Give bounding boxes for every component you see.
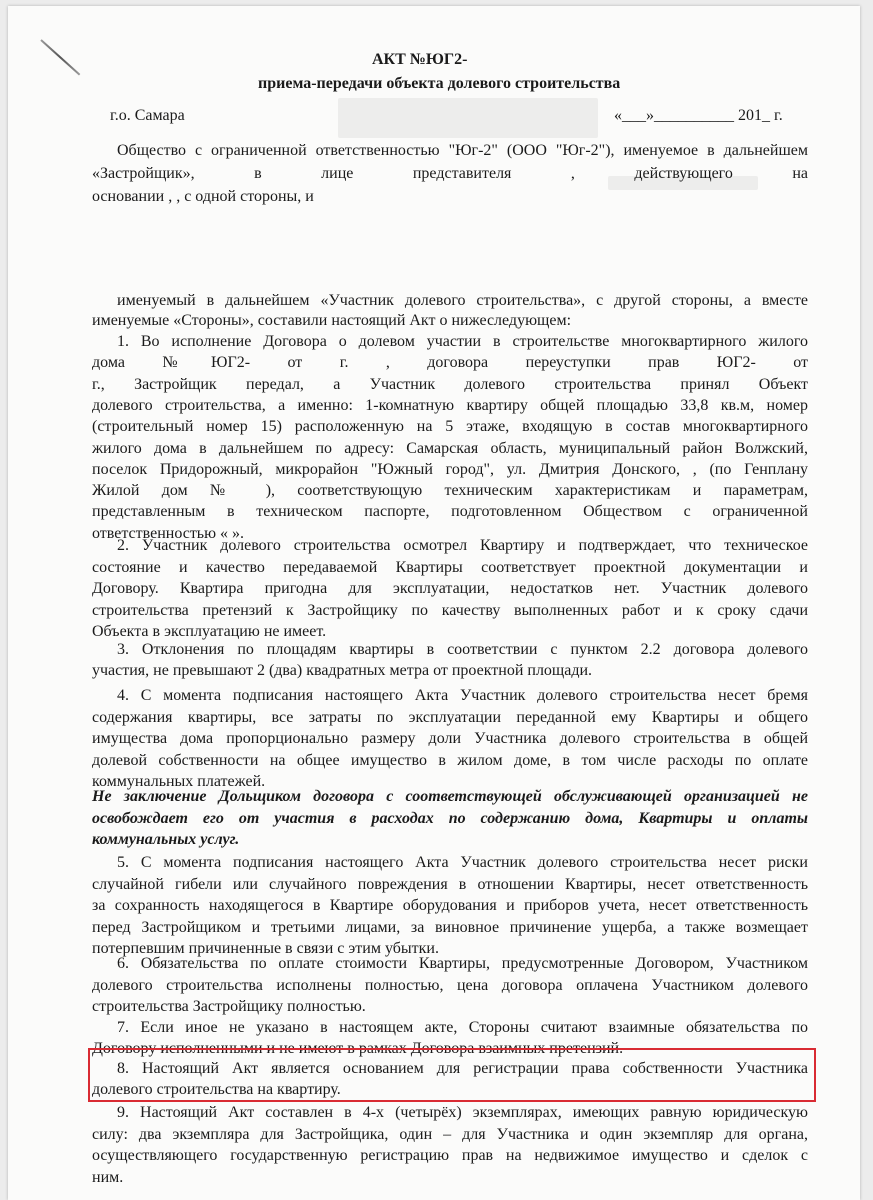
clause-9-line: ним. — [92, 1168, 124, 1186]
clause-2-line: строительства претензий к Застройщику по качеству выполненных работ и к сроку сдачи — [92, 601, 808, 619]
clause-1-line: представленным в техническом паспорте, подготовленном Обществом с ограниченной — [92, 503, 808, 521]
note-paragraph-line: коммунальных услуг. — [92, 831, 240, 848]
note-paragraph-line: освобождает его от участия в расходах по содержанию дома, Квартиры и оплаты — [92, 809, 808, 827]
clause-1-line: долевого строительства, а именно: 1-комнатную квартиру общей площадью 33,8 кв.м, номер — [92, 396, 808, 414]
clause-8-line: долевого строительства на квартиру. — [92, 1081, 341, 1098]
clause-2-line: Объекта в эксплуатацию не имеет. — [92, 623, 327, 640]
party-paragraph-line: именуемые «Стороны», составили настоящий Акт о нижеследующем: — [92, 312, 572, 329]
party-paragraph-line: именуемый в дальнейшем «Участник долевого строительства», с другой стороны, а вместе — [117, 292, 808, 309]
clause-7-line: 7. Если иное не указано в настоящем акте, Стороны считают взаимные обязательства по — [117, 1019, 808, 1036]
clause-1-line: дома №ЮГ2- от г. , договора переуступки прав ЮГ2- от — [92, 354, 808, 372]
clause-5-line: потерпевшим причиненные в связи с этим убытки. — [92, 940, 439, 957]
clause-5-line: случайной гибели или случайного повреждения в отношении Квартиры, несет ответственность — [92, 875, 808, 893]
clause-2-line: Договору. Квартира пригодна для эксплуатации, недостатков нет. Участник долевого — [92, 580, 808, 597]
highlight-box-clause-8 — [88, 1048, 816, 1102]
clause-7-line: Договору исполненными и не имеют в рамках Договора взаимных претензий. — [92, 1040, 624, 1057]
clause-9-line: осуществляющего государственную регистрацию прав на недвижимое имущество и сделок с — [92, 1147, 808, 1164]
intro-paragraph-line: основании , , с одной стороны, и — [92, 188, 314, 205]
clause-5-line: за сохранность находящегося в Квартире оборудования и приборов учета, несет ответственность — [92, 897, 808, 914]
clause-4-line: имущества дома пропорционально размеру доли Участника долевого строительства в общей — [92, 730, 808, 747]
clause-2-line: 2. Участник долевого строительства осмотрел Квартиру и подтверждает, что техническое — [117, 537, 808, 554]
clause-6-line: 6. Обязательства по оплате стоимости Квартиры, предусмотренные Договором, Участником — [117, 955, 808, 972]
clause-5-line: перед Застройщиком и третьими лицами, за виновное причинение ущерба, а также возмещает — [92, 918, 808, 936]
document-subtitle: приема-передачи объекта долевого строительства — [258, 75, 621, 92]
clause-4-line: долевой собственности на общее имущество в жилом доме, в том числе расходы по оплате — [92, 751, 808, 769]
clause-4-line: коммунальных платежей. — [92, 773, 266, 790]
clause-1-line: жилого дома в дальнейшем по адресу: Самарская область, муниципальный район Волжский, — [92, 439, 808, 457]
note-paragraph-line: Не заключение Дольщиком договора с соответствующей обслуживающей организацией не — [92, 788, 808, 805]
clause-1-line: ответственностью « ». — [92, 524, 245, 542]
clause-3-line: участия, не превышают 2 (два) квадратных метра от проектной площади. — [92, 662, 593, 679]
clause-5-line: 5. С момента подписания настоящего Акта Участник долевого строительства несет риски — [117, 854, 808, 871]
document-title: АКТ №ЮГ2- — [372, 51, 468, 68]
clause-9-line: 9. Настоящий Акт составлен в 4-х (четырёх) экземплярах, имеющих равную юридическую — [117, 1104, 808, 1121]
clause-1-line: 1. Во исполнение Договора о долевом участии в строительстве многоквартирного жилого — [117, 333, 808, 350]
clause-6-line: строительства Застройщику полностью. — [92, 998, 366, 1015]
clause-1-line: г., Застройщик передал, а Участник долевого строительства принял Объект — [92, 375, 808, 393]
document-body — [8, 6, 860, 1200]
clause-1-line: Жилой дом № ), соответствующую техническим характеристикам и параметрам, — [92, 482, 808, 500]
clause-4-line: 4. С момента подписания настоящего Акта Участник долевого строительства несет бремя — [117, 687, 808, 704]
clause-4-line: содержания квартиры, все затраты по эксплуатации переданной ему Квартиры и общего — [92, 708, 808, 726]
clause-8-line: 8. Настоящий Акт является основанием для регистрации права собственности Участника — [117, 1060, 808, 1077]
intro-paragraph-line: «Застройщик», в лице представителя , действующего на — [92, 165, 808, 182]
intro-paragraph-line: Общество с ограниченной ответственностью "Юг-2" (ООО "Юг-2"), именуемое в дальнейшем — [117, 142, 808, 159]
document-page — [8, 6, 860, 1200]
place-label: г.о. Самара — [110, 107, 185, 124]
clause-6-line: долевого строительства исполнены полностью, цена договора оплачена Участником долевого — [92, 976, 808, 994]
clause-1-line: (строительный номер 15) расположенную на 5 этаже, входящую в состав многоквартирного — [92, 418, 808, 436]
clause-3-line: 3. Отклонения по площадям квартиры в соответствии с пунктом 2.2 договора долевого — [117, 641, 808, 658]
clause-9-line: силу: два экземпляра для Застройщика, один – для Участника и один экземпляр для органа, — [92, 1125, 808, 1143]
date-line: «___»__________ 201_ г. — [614, 107, 783, 124]
clause-1-line: поселок Придорожный, микрорайон "Южный город", ул. Дмитрия Донского, , (по Генплану — [92, 460, 808, 478]
clause-2-line: состояние и качество передаваемой Квартиры соответствует проектной документации и — [92, 558, 808, 576]
